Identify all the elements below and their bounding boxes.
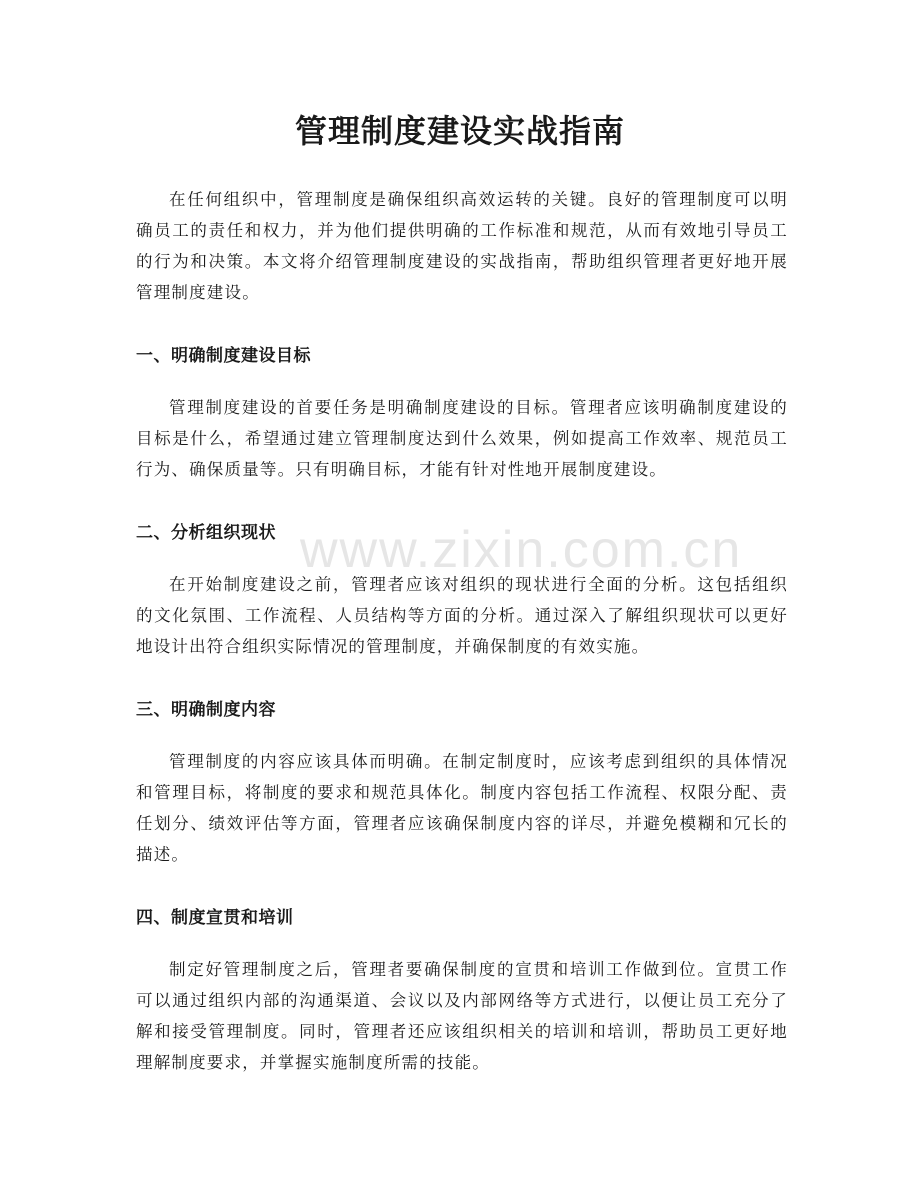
section-heading-1: 一、明确制度建设目标 [136,346,311,366]
section-heading-3: 三、明确制度内容 [136,700,276,720]
section-body-2: 在开始制度建设之前，管理者应该对组织的现状进行全面的分析。这包括组织的文化氛围、工作流程、人员结构等方面的分析。通过深入了解组织现状可以更好地设计出符合组织实际情况的管理制度，并确保制度的有效实施。 [136,575,788,656]
section-heading-4: 四、制度宣贯和培训 [136,908,294,928]
section-heading-2: 二、分析组织现状 [136,523,276,543]
document-title: 管理制度建设实战指南 [294,112,625,150]
section-body-4: 制定好管理制度之后，管理者要确保制度的宣贯和培训工作做到位。宣贯工作可以通过组织内部的沟通渠道、会议以及内部网络等方式进行，以便让员工充分了解和接受管理制度。同时，管理者还应该组织相关的培训和培训，帮助员工更好地理解制度要求，并掌握实施制度所需的技能。 [136,960,788,1072]
section-body-3: 管理制度的内容应该具体而明确。在制定制度时，应该考虑到组织的具体情况和管理目标，将制度的要求和规范具体化。制度内容包括工作流程、权限分配、责任划分、绩效评估等方面，管理者应该确保制度内容的详尽，并避免模糊和冗长的描述。 [136,752,788,864]
section-body-1: 管理制度建设的首要任务是明确制度建设的目标。管理者应该明确制度建设的目标是什么，希望通过建立管理制度达到什么效果，例如提高工作效率、规范员工行为、确保质量等。只有明确目标，才能有针对性地开展制度建设。 [136,398,788,479]
document-body [136,184,788,1078]
watermark: www.zixin.com.cn [300,521,743,579]
intro-paragraph: 在任何组织中，管理制度是确保组织高效运转的关键。良好的管理制度可以明确员工的责任和权力，并为他们提供明确的工作标准和规范，从而有效地引导员工的行为和决策。本文将介绍管理制度建设的实战指南，帮助组织管理者更好地开展管理制度建设。 [136,190,788,302]
